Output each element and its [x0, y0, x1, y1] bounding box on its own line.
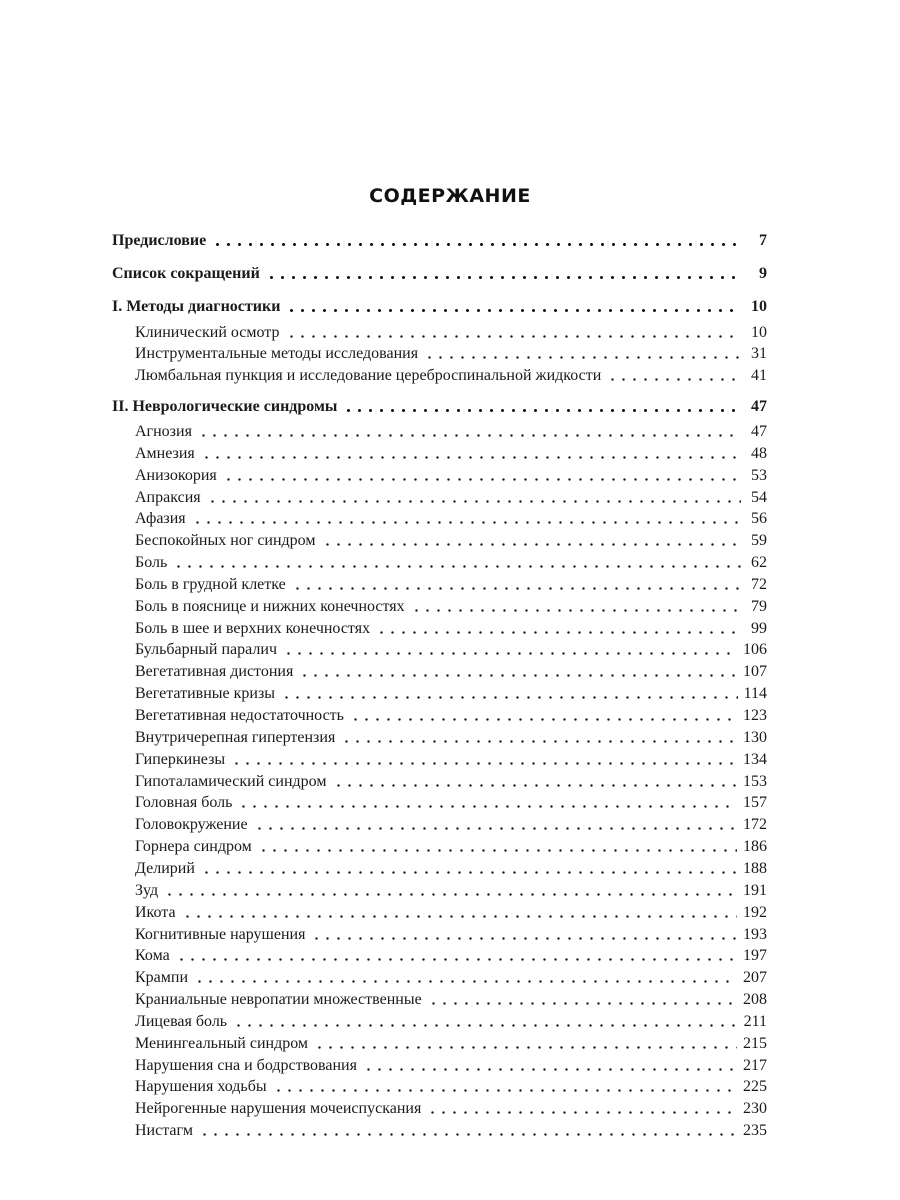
toc-leader-dots: [411, 598, 741, 616]
toc-section-entry[interactable]: [112, 794, 767, 812]
toc-entry-page: 230: [743, 1100, 767, 1118]
toc-entry-label: Боль в шее и верхних конечностях: [135, 619, 371, 637]
toc-section-entry[interactable]: [112, 663, 767, 681]
toc-leader-dots: [207, 489, 741, 507]
toc-entry-label: Бульбарный паралич: [135, 641, 277, 659]
toc-section-entry[interactable]: [112, 685, 767, 703]
toc-entry-page: 157: [743, 794, 767, 812]
toc-entry-label: Головная боль: [135, 794, 233, 812]
toc-section-entry[interactable]: [112, 620, 767, 638]
toc-entry-label: Апраксия: [135, 488, 201, 506]
toc-section-entry[interactable]: [112, 816, 767, 834]
toc-entry-page: 215: [743, 1034, 767, 1052]
toc-entry-page: 54: [751, 488, 767, 506]
toc-entry-page: 208: [743, 991, 767, 1009]
toc-section-entry[interactable]: [112, 707, 767, 725]
toc-leader-dots: [286, 298, 741, 316]
toc-leader-dots: [273, 1078, 737, 1096]
toc-section-entry[interactable]: [112, 554, 767, 572]
toc-leader-dots: [223, 467, 741, 485]
toc-entry-label: Нейрогенные нарушения мочеиспускания: [135, 1100, 422, 1118]
toc-entry-page: 47: [751, 422, 767, 440]
toc-entry-page: 192: [743, 903, 767, 921]
toc-entry-page: 10: [751, 297, 767, 315]
toc-leader-dots: [322, 532, 742, 550]
toc-leader-dots: [283, 641, 737, 659]
toc-leader-dots: [343, 398, 741, 416]
toc-entry-label: Менингеальный синдром: [135, 1034, 309, 1052]
toc-section-entry[interactable]: [112, 324, 767, 342]
toc-section-entry[interactable]: [112, 729, 767, 747]
toc-section-entry[interactable]: [112, 489, 767, 507]
toc-leader-dots: [333, 773, 738, 791]
toc-entry-label: Люмбальная пункция и исследование цереброспинальной жидкости: [135, 367, 602, 385]
toc-chapter-entry[interactable]: [112, 232, 767, 250]
toc-entry-label: Крампи: [135, 969, 189, 987]
toc-entry-page: 172: [743, 816, 767, 834]
toc-entry-label: Беспокойных ног синдром: [135, 532, 316, 550]
toc-entry-label: Нарушения сна и бодрствования: [135, 1056, 357, 1074]
toc-entry-label: Лицевая боль: [135, 1012, 228, 1030]
toc-leader-dots: [201, 445, 741, 463]
toc-chapter-entry[interactable]: [112, 265, 767, 283]
toc-entry-label: Вегетативная дистония: [135, 663, 294, 681]
toc-leader-dots: [238, 794, 737, 812]
toc-section-entry[interactable]: [112, 991, 767, 1009]
toc-section-entry[interactable]: [112, 882, 767, 900]
toc-entry-page: 211: [743, 1012, 767, 1030]
toc-leader-dots: [428, 991, 737, 1009]
toc-entry-page: 10: [751, 323, 767, 341]
toc-section-entry[interactable]: [112, 904, 767, 922]
toc-entry-page: 153: [743, 772, 767, 790]
toc-entry-label: Делирий: [135, 859, 195, 877]
toc-entry-page: 72: [751, 575, 767, 593]
toc-chapter-entry[interactable]: [112, 298, 767, 316]
toc-section-entry[interactable]: [112, 445, 767, 463]
toc-leader-dots: [176, 947, 737, 965]
toc-section-entry[interactable]: [112, 1057, 767, 1075]
toc-section-entry[interactable]: [112, 1100, 767, 1118]
toc-entry-label: I. Методы диагностики: [112, 297, 281, 315]
toc-leader-dots: [292, 576, 741, 594]
toc-entry-page: 225: [743, 1078, 767, 1096]
toc-section-entry[interactable]: [112, 1122, 767, 1140]
toc-entry-page: 197: [743, 947, 767, 965]
toc-leader-dots: [199, 1122, 737, 1140]
toc-section-entry[interactable]: [112, 641, 767, 659]
toc-section-entry[interactable]: [112, 532, 767, 550]
toc-section-entry[interactable]: [112, 345, 767, 363]
toc-section-entry[interactable]: [112, 838, 767, 856]
toc-entry-label: Кома: [135, 947, 170, 965]
toc-entry-page: 107: [743, 663, 767, 681]
toc-entry-page: 41: [751, 367, 767, 385]
toc-entry-page: 47: [751, 398, 767, 416]
toc-entry-label: Боль в пояснице и нижних конечностях: [135, 597, 405, 615]
toc-entry-page: 99: [751, 619, 767, 637]
toc-entry-label: Нарушения ходьбы: [135, 1078, 267, 1096]
toc-entry-label: Гипоталамический синдром: [135, 772, 327, 790]
toc-entry-label: Список сокращений: [112, 264, 260, 282]
toc-section-entry[interactable]: [112, 947, 767, 965]
toc-leader-dots: [233, 1013, 738, 1031]
toc-section-entry[interactable]: [112, 367, 767, 385]
toc-entry-page: 188: [743, 859, 767, 877]
toc-entry-label: Амнезия: [135, 444, 195, 462]
toc-chapter-entry[interactable]: [112, 398, 767, 416]
toc-section-entry[interactable]: [112, 598, 767, 616]
toc-entry-label: Вегетативная недостаточность: [135, 707, 344, 724]
toc-section-entry[interactable]: [112, 423, 767, 441]
toc-entry-label: Предисловие: [112, 232, 207, 249]
toc-leader-dots: [607, 367, 741, 385]
toc-leader-dots: [258, 838, 737, 856]
toc-entry-page: 7: [759, 232, 767, 249]
toc-section-entry[interactable]: [112, 467, 767, 485]
page-title: СОДЕРЖАНИЕ: [369, 185, 531, 207]
toc-entry-label: Боль: [135, 554, 168, 572]
toc-entry-page: 9: [759, 264, 767, 282]
toc-leader-dots: [311, 926, 737, 944]
toc-section-entry[interactable]: [112, 1078, 767, 1096]
toc-entry-page: 56: [751, 510, 767, 528]
toc-entry-label: Клинический осмотр: [135, 323, 280, 341]
toc-entry-page: 123: [743, 707, 767, 724]
toc-entry-label: Головокружение: [135, 816, 248, 834]
toc-entry-page: 48: [751, 444, 767, 462]
toc-leader-dots: [198, 423, 741, 441]
toc-leader-dots: [164, 882, 737, 900]
toc-entry-label: Инструментальные методы исследования: [135, 345, 419, 363]
toc-entry-label: Анизокория: [135, 466, 217, 484]
toc-leader-dots: [173, 554, 741, 572]
toc-section-entry[interactable]: [112, 773, 767, 791]
toc-leader-dots: [427, 1100, 737, 1118]
toc-section-entry[interactable]: [112, 576, 767, 594]
toc-entry-label: Боль в грудной клетке: [135, 575, 286, 593]
toc-entry-page: 79: [751, 597, 767, 615]
toc-leader-dots: [376, 620, 741, 638]
toc-entry-label: Краниальные невропатии множественные: [135, 991, 422, 1009]
toc-entry-page: 217: [743, 1056, 767, 1074]
toc-section-entry[interactable]: [112, 860, 767, 878]
toc-entry-page: 62: [751, 554, 767, 572]
toc-entry-label: Зуд: [135, 881, 159, 899]
toc-leader-dots: [192, 510, 741, 528]
toc-entry-label: Вегетативные кризы: [135, 685, 276, 703]
toc-leader-dots: [281, 685, 738, 703]
toc-entry-label: Икота: [135, 903, 176, 921]
toc-leader-dots: [266, 265, 741, 283]
toc-leader-dots: [350, 707, 737, 725]
toc-entry-label: Афазия: [135, 510, 186, 528]
toc-entry-label: Когнитивные нарушения: [135, 925, 306, 943]
toc-leader-dots: [194, 969, 737, 987]
toc-entry-page: 134: [743, 750, 767, 768]
toc-leader-dots: [424, 345, 741, 363]
toc-entry-page: 207: [743, 969, 767, 987]
toc-leader-dots: [231, 751, 737, 769]
toc-section-entry[interactable]: [112, 969, 767, 987]
toc-entry-label: Гиперкинезы: [135, 750, 226, 768]
toc-section-entry[interactable]: [112, 1035, 767, 1053]
toc-leader-dots: [363, 1057, 737, 1075]
toc-entry-label: II. Неврологические синдромы: [112, 398, 338, 416]
toc-entry-label: Нистагм: [135, 1122, 193, 1140]
toc-entry-page: 31: [751, 345, 767, 363]
toc-entry-page: 59: [751, 532, 767, 550]
toc-leader-dots: [182, 904, 737, 922]
toc-entry-page: 193: [743, 925, 767, 943]
toc-leader-dots: [341, 729, 737, 747]
toc-leader-dots: [254, 816, 737, 834]
toc-leader-dots: [314, 1035, 737, 1053]
toc-section-entry[interactable]: [112, 751, 767, 769]
toc-section-entry[interactable]: [112, 510, 767, 528]
toc-entry-label: Агнозия: [135, 422, 192, 440]
toc-leader-dots: [212, 232, 741, 250]
toc-entry-page: 114: [743, 685, 767, 703]
toc-leader-dots: [286, 324, 742, 342]
toc-entry-page: 186: [743, 838, 767, 856]
toc-section-entry[interactable]: [112, 926, 767, 944]
toc-entry-page: 53: [751, 466, 767, 484]
toc-entry-label: Внутричерепная гипертензия: [135, 728, 336, 746]
toc-section-entry[interactable]: [112, 1013, 767, 1031]
toc-leader-dots: [299, 663, 737, 681]
toc-entry-page: 106: [743, 641, 767, 659]
toc-leader-dots: [201, 860, 737, 878]
toc-entry-label: Горнера синдром: [135, 838, 252, 856]
toc-entry-page: 130: [743, 728, 767, 746]
toc-entry-page: 235: [743, 1122, 767, 1140]
toc-entry-page: 191: [743, 881, 767, 899]
